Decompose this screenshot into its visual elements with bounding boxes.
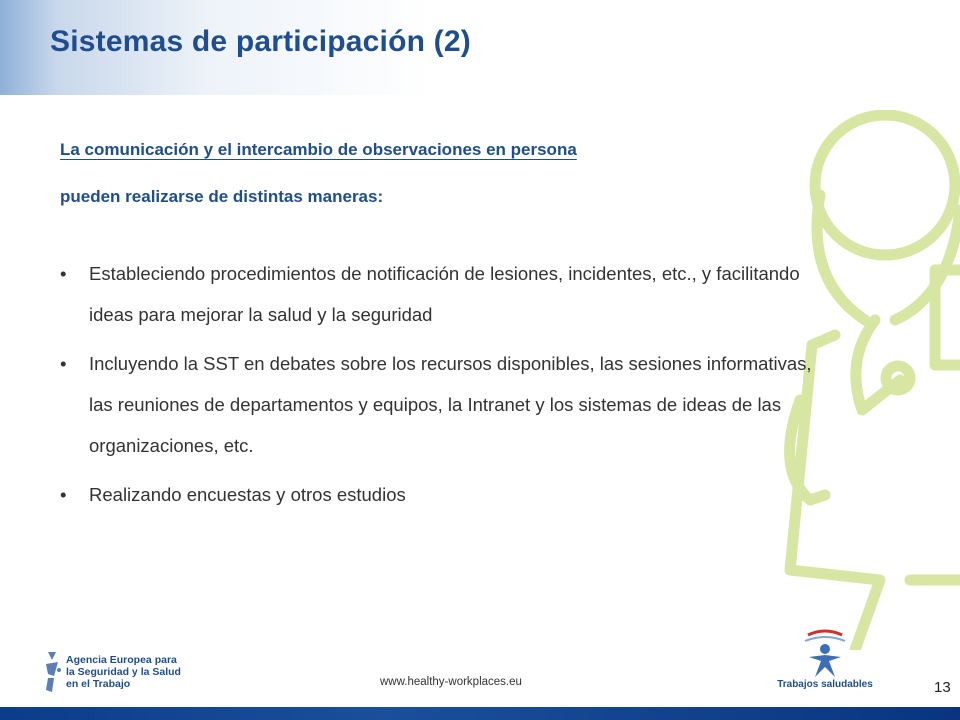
bullet-item bbox=[60, 343, 820, 466]
bullet-text: Estableciendo procedimientos de notificación de lesiones, incidentes, etc., y facilitando ideas para mejorar la salud y la seguridad bbox=[89, 263, 800, 325]
agency-name-line: la Seguridad y la Salud bbox=[66, 666, 181, 678]
bullet-item bbox=[60, 253, 820, 335]
agency-name-line: en el Trabajo bbox=[66, 678, 131, 690]
intro-line-1: La comunicación y el intercambio de observaciones en persona bbox=[60, 140, 577, 159]
agency-logo[interactable] bbox=[42, 650, 192, 698]
bullet-item bbox=[60, 474, 820, 515]
campaign-logo[interactable] bbox=[775, 625, 875, 695]
footer-url[interactable]: www.healthy-workplaces.eu bbox=[380, 676, 522, 688]
intro-text bbox=[60, 126, 800, 220]
healthy-workplaces-star-person-icon bbox=[775, 625, 875, 679]
slide-title: Sistemas de participación (2) bbox=[50, 25, 471, 58]
bullet-text: Realizando encuestas y otros estudios bbox=[89, 484, 406, 505]
footer-bar bbox=[0, 707, 960, 720]
bullet-list bbox=[60, 253, 820, 523]
bullet-marker: • bbox=[60, 263, 67, 284]
intro-line-2: pueden realizarse de distintas maneras: bbox=[60, 187, 384, 206]
agency-name-line: Agencia Europea para bbox=[66, 654, 177, 666]
bullet-marker: • bbox=[60, 353, 67, 374]
page-number: 13 bbox=[934, 679, 951, 696]
eu-osha-logo-icon bbox=[42, 650, 64, 694]
agency-name bbox=[66, 654, 192, 690]
bullet-text: Incluyendo la SST en debates sobre los recursos disponibles, las sesiones informativas, las reuniones de departamentos y equipos, la Intranet y los sistemas de ideas de las organizaciones, etc. bbox=[89, 353, 812, 456]
campaign-name: Trabajos saludables bbox=[777, 679, 873, 690]
bullet-marker: • bbox=[60, 484, 67, 505]
